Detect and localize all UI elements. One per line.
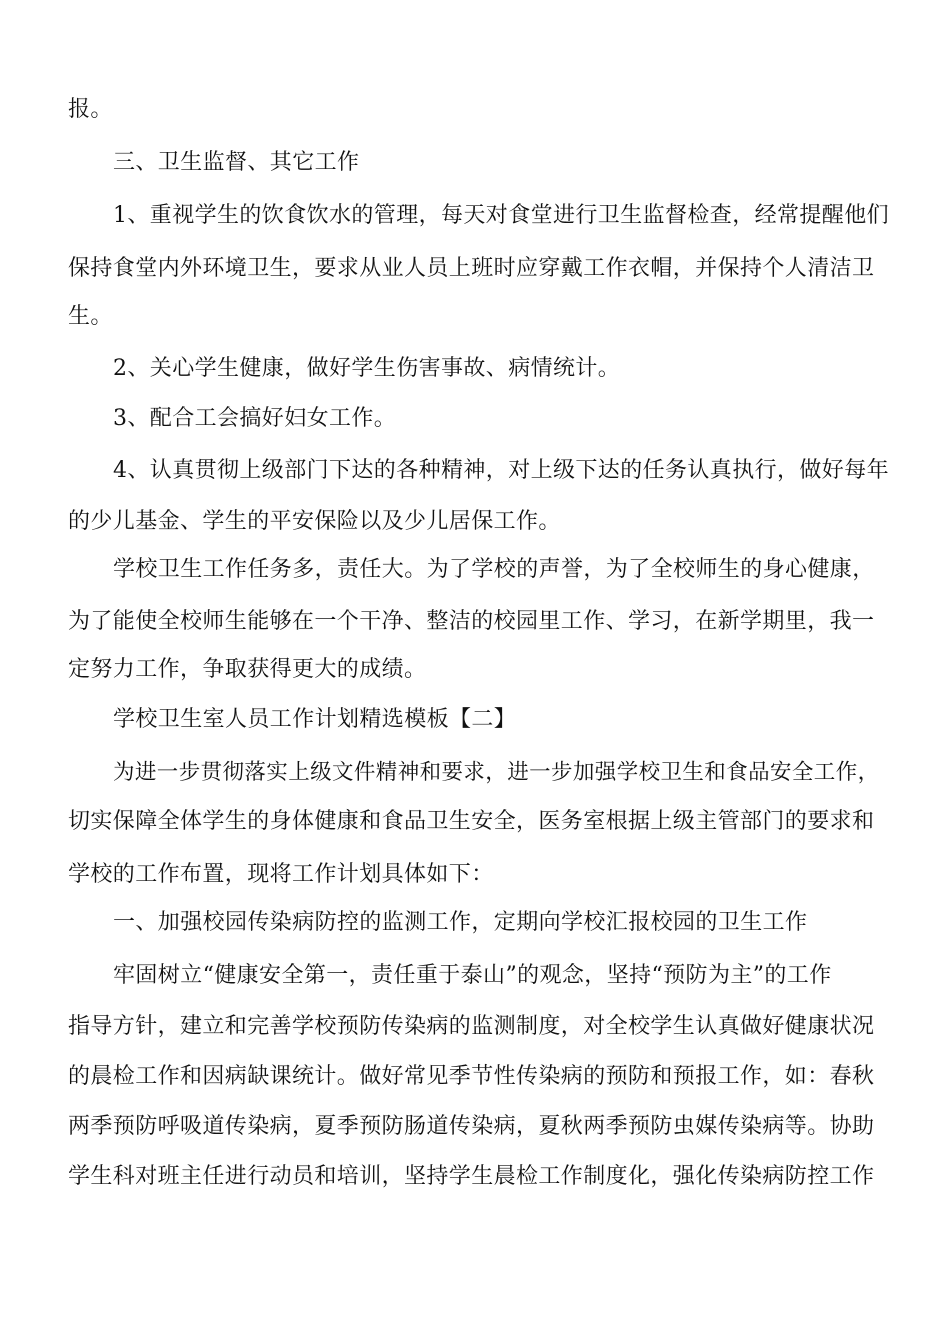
- text-line: 为进一步贯彻落实上级文件精神和要求，进一步加强学校卫生和食品安全工作，: [113, 760, 880, 785]
- text-line: 的少儿基金、学生的平安保险以及少儿居保工作。: [68, 509, 561, 534]
- text-line: 3、配合工会搞好妇女工作。: [113, 406, 397, 431]
- text-line: 为了能使全校师生能够在一个干净、整洁的校园里工作、学习，在新学期里，我一: [68, 609, 875, 634]
- text-line: 报。: [68, 97, 113, 122]
- text-line: 学生科对班主任进行动员和培训，坚持学生晨检工作制度化，强化传染病防控工作: [68, 1164, 875, 1189]
- text-line: 指导方针，建立和完善学校预防传染病的监测制度，对全校学生认真做好健康状况: [68, 1014, 875, 1039]
- text-line: 切实保障全体学生的身体健康和食品卫生安全，医务室根据上级主管部门的要求和: [68, 809, 875, 834]
- text-line: 学校的工作布置，现将工作计划具体如下：: [68, 862, 494, 887]
- section-heading: 一、加强校园传染病防控的监测工作，定期向学校汇报校园的卫生工作: [113, 910, 808, 935]
- text-line: 学校卫生工作任务多，责任大。为了学校的声誉，为了全校师生的身心健康，: [113, 557, 875, 582]
- text-line: 两季预防呼吸道传染病，夏季预防肠道传染病，夏秋两季预防虫媒传染病等。协助: [68, 1114, 875, 1139]
- text-line: 1、重视学生的饮食饮水的管理，每天对食堂进行卫生监督检查，经常提醒他们: [113, 203, 889, 228]
- section-heading: 学校卫生室人员工作计划精选模板【二】: [113, 707, 517, 732]
- text-line: 4、认真贯彻上级部门下达的各种精神，对上级下达的任务认真执行，做好每年: [113, 458, 889, 483]
- text-line: 2、关心学生健康，做好学生伤害事故、病情统计。: [113, 356, 621, 381]
- section-heading: 三、卫生监督、其它工作: [113, 150, 360, 175]
- text-line: 保持食堂内外环境卫生，要求从业人员上班时应穿戴工作衣帽，并保持个人清洁卫: [68, 256, 875, 281]
- text-line: 生。: [68, 304, 113, 329]
- text-line: 的晨检工作和因病缺课统计。做好常见季节性传染病的预防和预报工作，如：春秋: [68, 1064, 875, 1089]
- text-line: 牢固树立“健康安全第一，责任重于泰山”的观念，坚持“预防为主”的工作: [113, 963, 832, 988]
- text-line: 定努力工作，争取获得更大的成绩。: [68, 657, 427, 682]
